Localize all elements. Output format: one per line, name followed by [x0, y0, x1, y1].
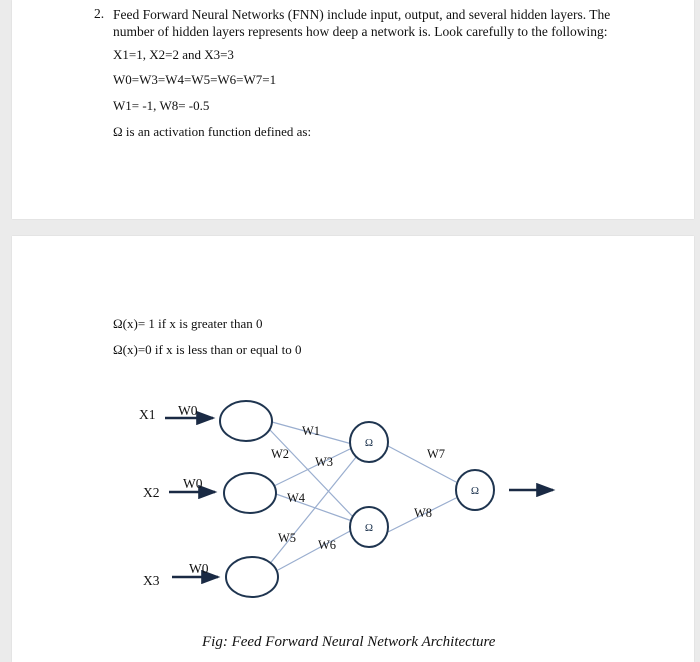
- network-diagram: [12, 236, 694, 626]
- input-node-1: [220, 401, 272, 441]
- edge-label-w1: W1: [302, 424, 321, 438]
- hidden-node-2-symbol: Ω: [364, 522, 374, 534]
- question-card: [12, 0, 694, 219]
- edge-label-w3: W3: [315, 455, 334, 469]
- activation-intro: Ω is an activation function defined as:: [113, 124, 312, 139]
- input-weight-label-1: W0: [178, 403, 198, 418]
- input-node-3: [226, 557, 278, 597]
- edge-label-w4: W4: [287, 491, 306, 505]
- question-text: Feed Forward Neural Networks (FNN) include input, output, and several hidden layers. The number of hidden layers represents how deep a network is. Look carefully to the following:: [113, 7, 611, 39]
- question-number: 2.: [94, 6, 105, 21]
- inputs-line: X1=1, X2=2 and X3=3: [113, 47, 234, 62]
- input-label-x2: X2: [143, 485, 160, 500]
- edge-label-w5: W5: [278, 531, 297, 545]
- weights-line-2: W1= -1, W8= -0.5: [113, 98, 210, 113]
- figure-card: [12, 236, 694, 662]
- edge-label-w2: W2: [271, 447, 290, 461]
- weights-line-1: W0=W3=W4=W5=W6=W7=1: [113, 72, 277, 87]
- input-weight-label-3: W0: [189, 561, 209, 576]
- activation-rule-2: Ω(x)=0 if x is less than or equal to 0: [113, 342, 302, 357]
- input-label-x3: X3: [143, 573, 160, 588]
- edge-label-w8: W8: [414, 506, 433, 520]
- activation-rule-1: Ω(x)= 1 if x is greater than 0: [113, 316, 263, 331]
- figure-caption: Fig: Feed Forward Neural Network Architecture: [202, 634, 496, 650]
- edge-i1-h2: [270, 430, 354, 518]
- output-node-symbol: Ω: [470, 485, 480, 497]
- edge-i3-h1: [268, 456, 357, 566]
- edge-label-w7: W7: [427, 447, 446, 461]
- input-label-x1: X1: [139, 407, 156, 422]
- input-weight-label-2: W0: [183, 476, 203, 491]
- input-node-2: [224, 473, 276, 513]
- hidden-node-1-symbol: Ω: [364, 437, 374, 449]
- edge-label-w6: W6: [318, 538, 337, 552]
- edge-h1-out: [388, 446, 456, 482]
